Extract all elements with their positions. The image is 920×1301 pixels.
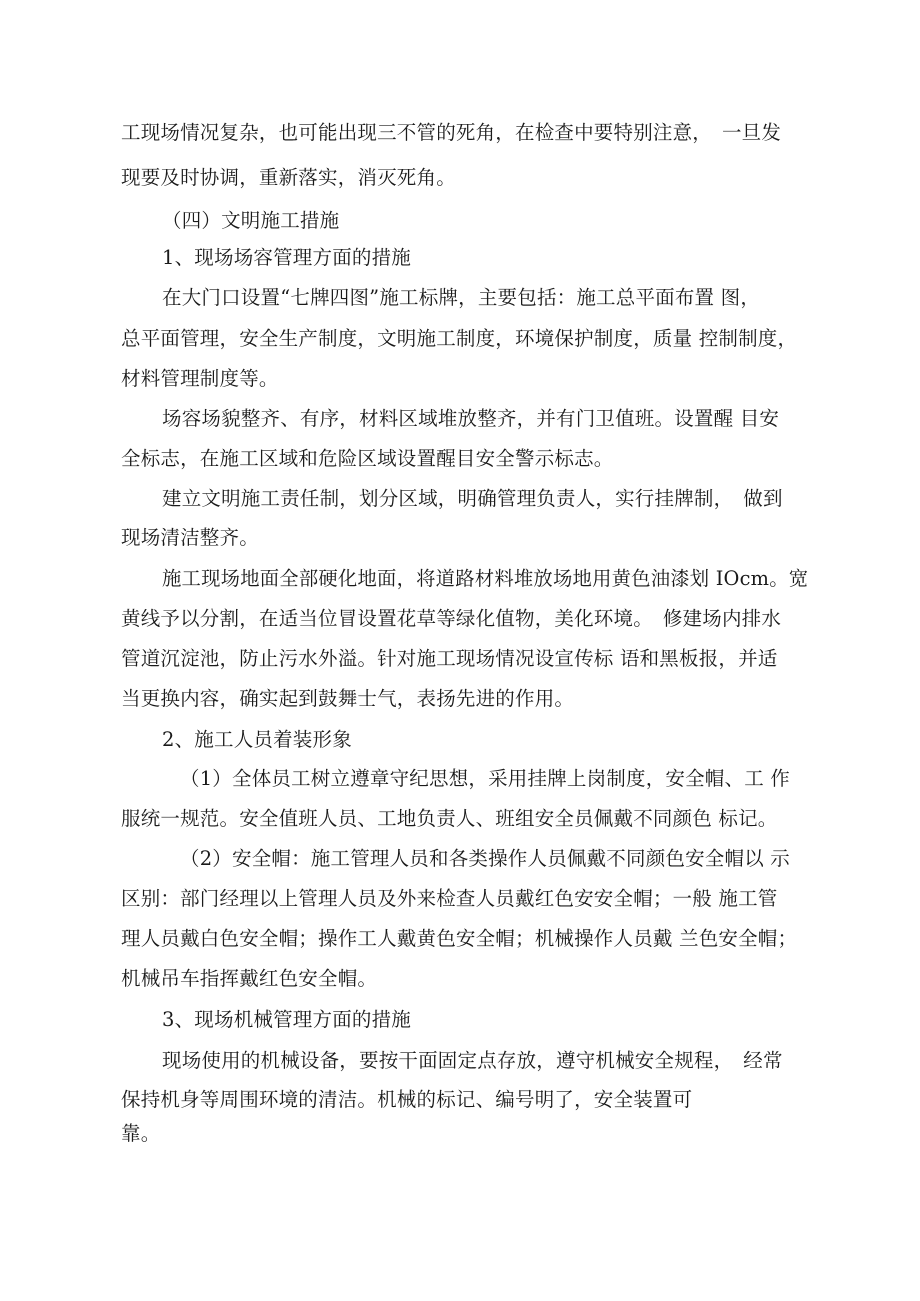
text-line-25: 保持机身等周围环境的清洁。机械的标记、编号明了，安全装置可 <box>121 1088 693 1111</box>
text-line-5: 在大门口设置“七牌四图”施工标牌，主要包括：施工总平面布置 图， <box>162 286 761 309</box>
subheading-2: 2、施工人员着装形象 <box>162 728 352 751</box>
text-line-1: 工现场情况复杂，也可能出现三不管的死角，在检查中要特别注意， 一旦发 <box>121 121 782 144</box>
text-line-26: 靠。 <box>121 1122 161 1145</box>
text-line-9: 全标志，在施工区域和危险区域设置醒目安全警示标志。 <box>121 447 614 470</box>
text-line-13: 黄线予以分割，在适当位冒设置花草等绿化值物，美化环境。 修建场内排水 <box>121 607 782 630</box>
subheading-1: 1、现场场容管理方面的措施 <box>162 246 412 269</box>
text-line-22: 机械吊车指挥戴红色安全帽。 <box>121 967 378 990</box>
text-line-18: 服统一规范。安全值班人员、工地负责人、班组安全员佩戴不同颜色 标记。 <box>121 807 778 830</box>
text-line-8: 场容场貌整齐、有序，材料区域堆放整齐，并有门卫值班。设置醒 目安 <box>162 407 780 430</box>
text-line-6: 总平面管理，安全生产制度，文明施工制度，环境保护制度，质量 控制制度， <box>121 327 798 350</box>
text-line-2: 现要及时协调，重新落实，消灭死角。 <box>121 166 456 189</box>
subheading-3: 3、现场机械管理方面的措施 <box>162 1008 412 1031</box>
text-line-20: 区别：部门经理以上管理人员及外来检查人员戴红色安安全帽；一般 施工管 <box>121 887 778 910</box>
text-line-14: 管道沉淀池，防止污水外溢。针对施工现场情况设宣传标 语和黑板报，并适 <box>121 647 778 670</box>
text-line-24: 现场使用的机械设备，要按干面固定点存放，遵守机械安全规程， 经常 <box>162 1049 783 1072</box>
text-line-7: 材料管理制度等。 <box>121 367 279 390</box>
text-line-12: 施工现场地面全部硬化地面，将道路材料堆放场地用黄色油漆划 IOcm。宽 <box>162 567 809 590</box>
text-line-17: （1）全体员工树立遵章守纪思想，采用挂牌上岗制度，安全帽、工 作 <box>180 767 791 790</box>
text-line-21: 理人员戴白色安全帽；操作工人戴黄色安全帽；机械操作人员戴 兰色安全帽； <box>121 927 798 950</box>
text-line-10: 建立文明施工责任制，划分区域，明确管理负责人，实行挂牌制， 做到 <box>162 487 783 510</box>
text-line-15: 当更换内容，确实起到鼓舞士气，表扬先进的作用。 <box>121 687 575 710</box>
section-heading-4: （四）文明施工措施 <box>162 209 340 232</box>
text-line-19: （2）安全帽：施工管理人员和各类操作人员佩戴不同颜色安全帽以 示 <box>180 847 791 870</box>
text-line-11: 现场清洁整齐。 <box>121 526 259 549</box>
